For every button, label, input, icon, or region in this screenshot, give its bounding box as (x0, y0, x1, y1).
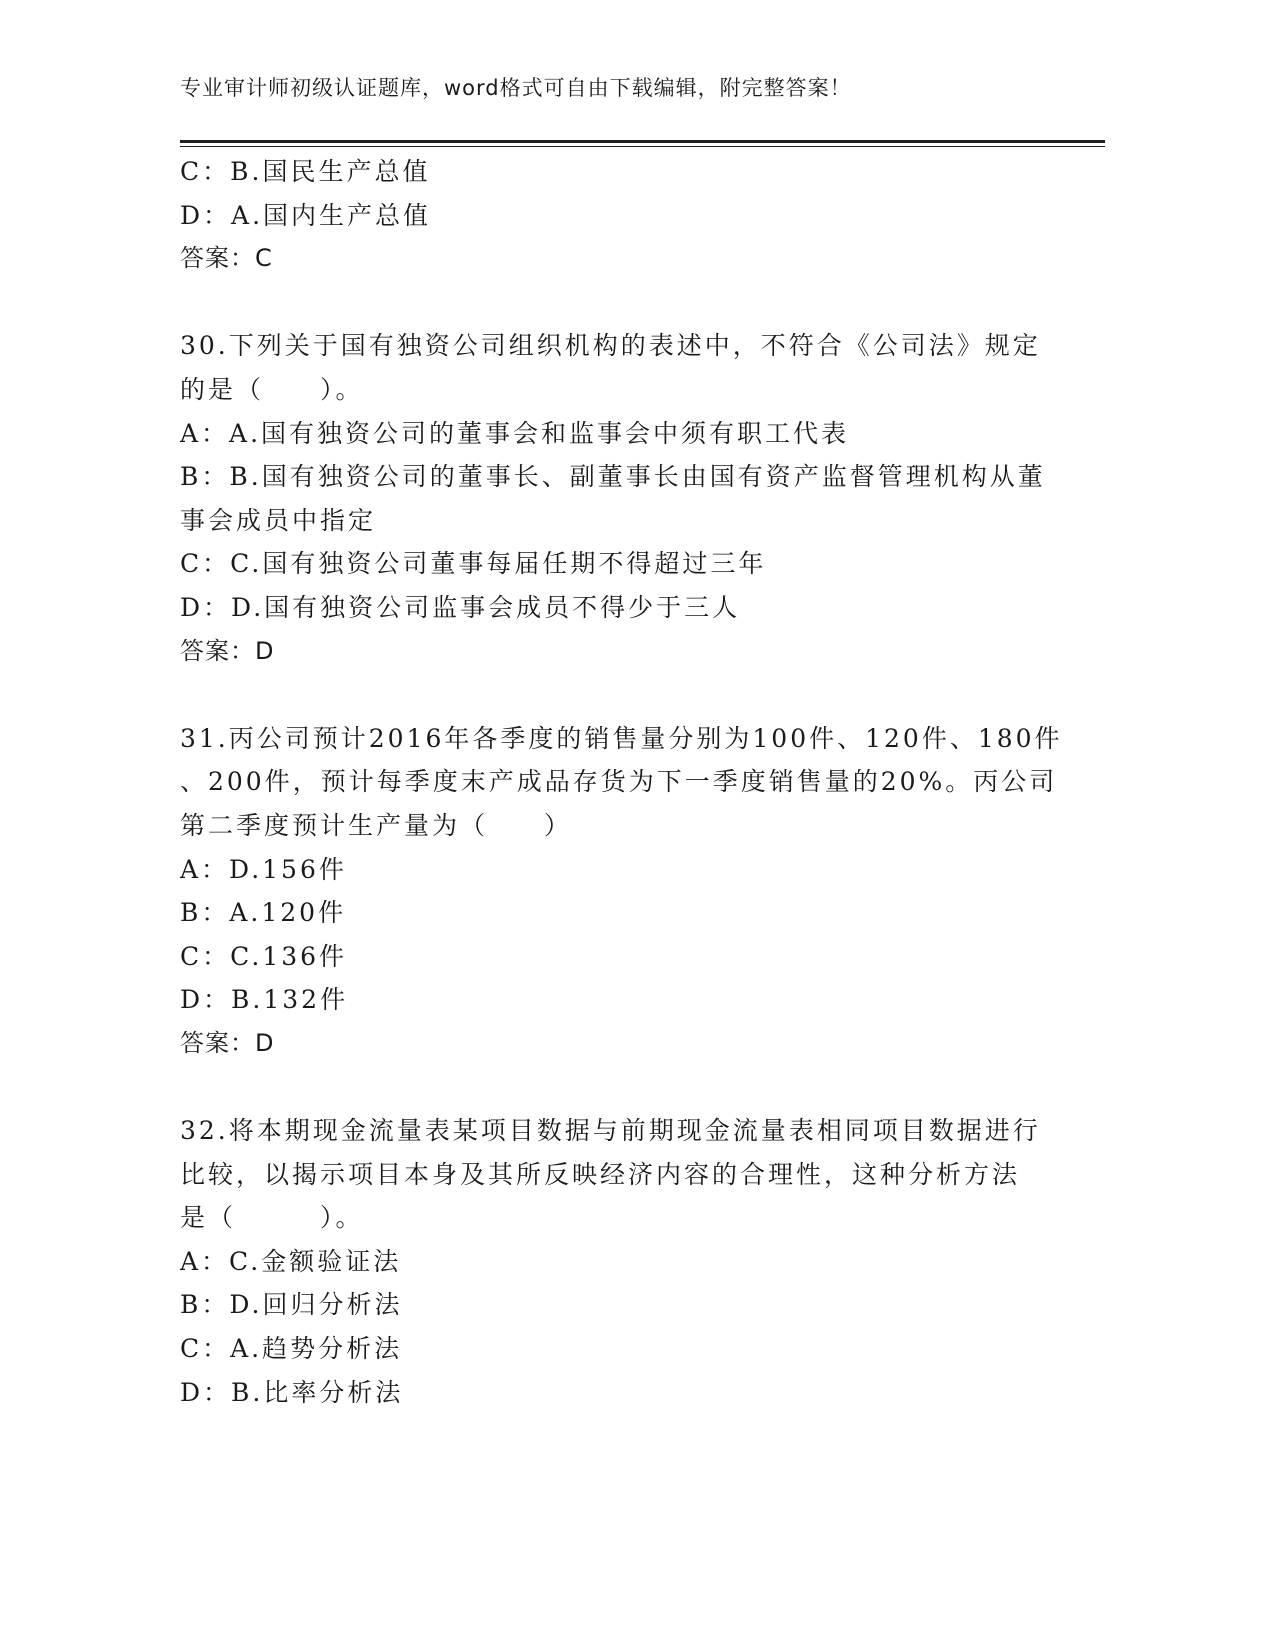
answer-line: 答案：D (180, 636, 275, 665)
option-b: B：D.回归分析法 (180, 1290, 403, 1320)
header-rule-thin (180, 146, 1105, 147)
question-stem: 32.将本期现金流量表某项目数据与前期现金流量表相同项目数据进行 (180, 1116, 1041, 1146)
spacer (180, 1065, 1030, 1109)
answer-line: 答案：C (180, 244, 273, 273)
question-content (180, 150, 1063, 1414)
option-b: B：A.120件 (180, 898, 347, 928)
option-a: A：D.156件 (180, 854, 347, 884)
option-c: C：B.国民生产总值 (180, 157, 431, 186)
question-stem: 、200件，预计每季度末产成品存货为下一季度销售量的20%。丙公司 (180, 767, 1058, 797)
option-a: A：C.金额验证法 (180, 1246, 402, 1276)
question-stem: 的是（ ）。 (180, 374, 364, 404)
question-32 (180, 1109, 1041, 1414)
option-d: D：A.国内生产总值 (180, 200, 432, 230)
option-b: B：B.国有独资公司的董事长、副董事长由国有资产监督管理机构从董 (180, 462, 1046, 492)
option-c: C：A.趋势分析法 (180, 1334, 403, 1364)
question-stem: 是（ ）。 (180, 1203, 364, 1233)
prev-question-block (180, 150, 1030, 281)
option-c: C：C.136件 (180, 941, 348, 971)
answer-line: 答案：D (180, 1028, 275, 1057)
page-header: 专业审计师初级认证题库，word格式可自由下载编辑，附完整答案！ (180, 76, 852, 100)
option-b-continued: 事会成员中指定 (180, 505, 377, 535)
question-30 (180, 324, 1046, 673)
spacer (180, 281, 1030, 325)
option-d: D：B.132件 (180, 985, 349, 1015)
option-a: A：A.国有独资公司的董事会和监事会中须有职工代表 (180, 418, 850, 448)
question-stem: 比较，以揭示项目本身及其所反映经济内容的合理性，这种分析方法 (180, 1159, 1021, 1189)
spacer (180, 673, 1030, 717)
option-c: C：C.国有独资公司董事每届任期不得超过三年 (180, 549, 767, 579)
question-31 (180, 717, 1063, 1066)
option-d: D：B.比率分析法 (180, 1377, 404, 1407)
question-stem: 第二季度预计生产量为（ ） (180, 810, 573, 840)
option-d: D：D.国有独资公司监事会成员不得少于三人 (180, 592, 741, 622)
question-stem: 31.丙公司预计2016年各季度的销售量分别为100件、120件、180件 (180, 723, 1063, 753)
header-rule-thick (180, 140, 1105, 143)
question-stem: 30.下列关于国有独资公司组织机构的表述中，不符合《公司法》规定 (180, 331, 1041, 361)
